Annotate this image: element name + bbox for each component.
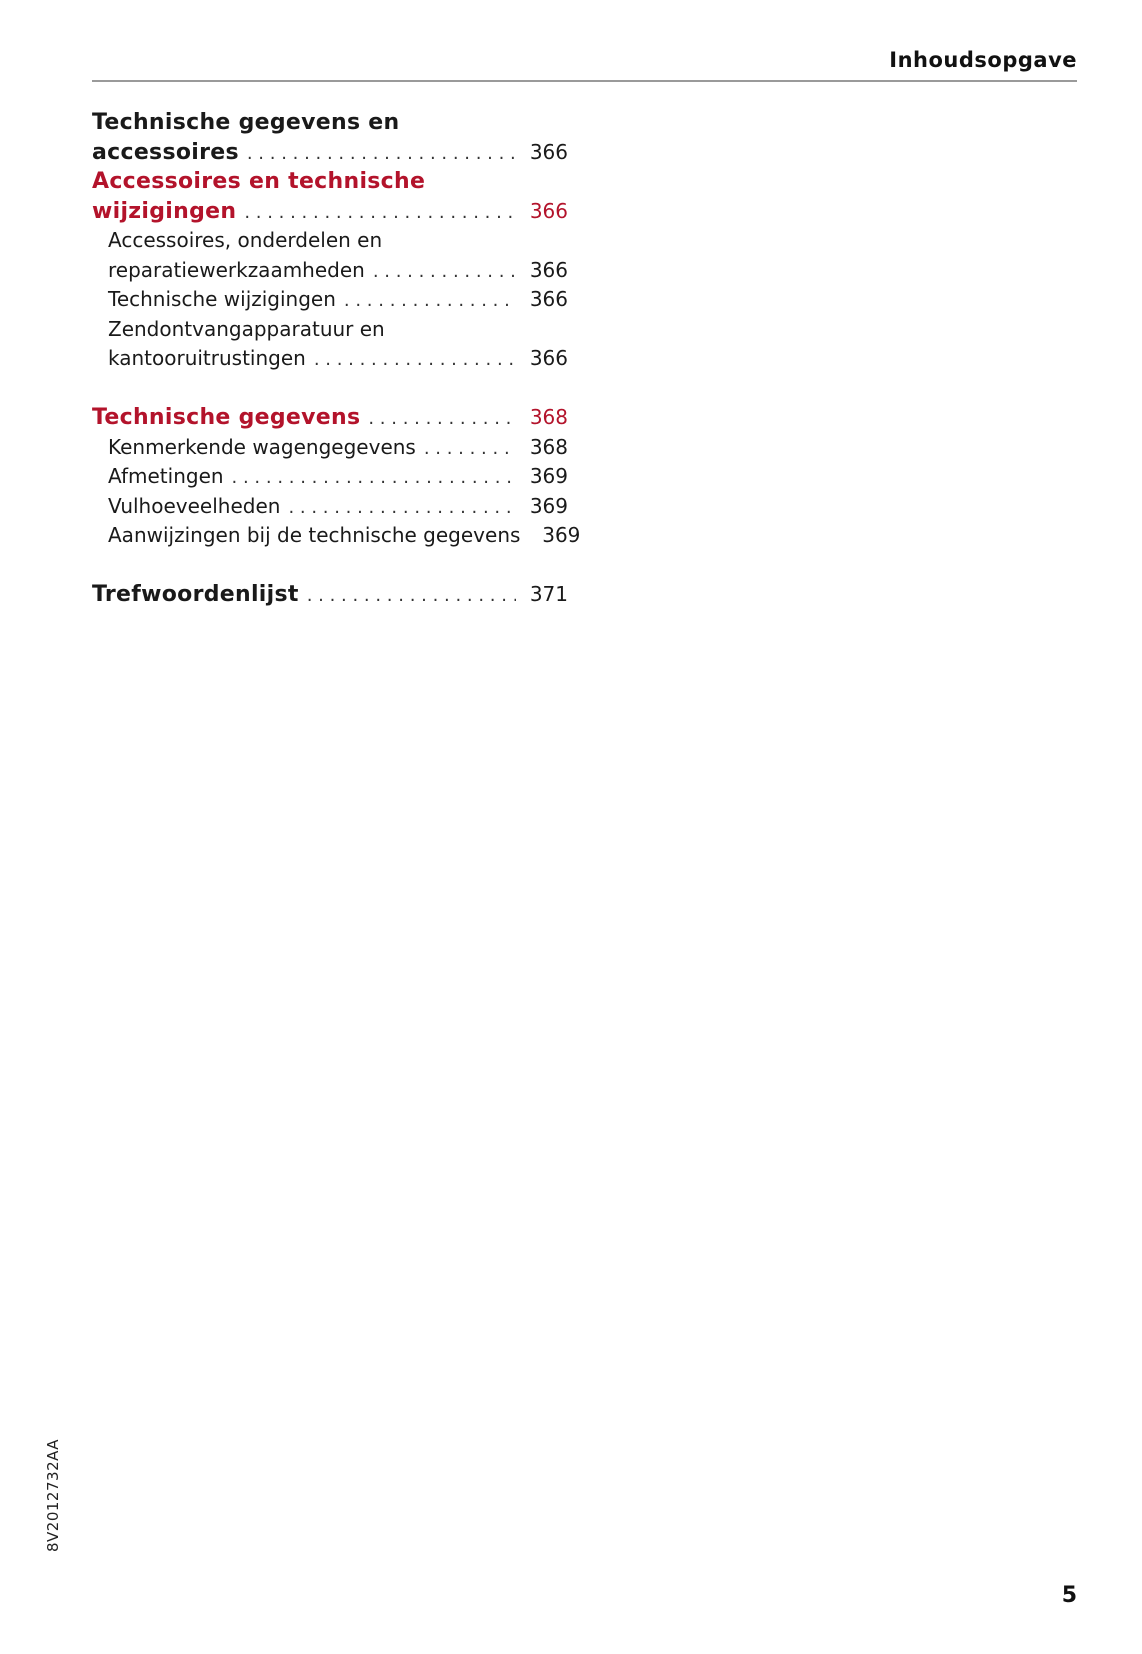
toc-subentry[interactable] [92,521,581,551]
toc-entry-trefwoordenlijst[interactable] [92,580,568,610]
toc-subentry[interactable] [92,226,568,256]
toc-entry-technische-gegevens[interactable] [92,403,568,433]
document-code: 8V2012732AA [44,1438,62,1552]
header-divider [92,80,1077,82]
toc-page-number: 369 [529,493,568,518]
toc-page-number: 366 [529,257,568,282]
toc-page-number: 366 [529,198,568,223]
toc-heading-line: Technische gegevens en [92,110,400,135]
toc-entry-wijzigingen[interactable] [92,197,568,227]
toc-entry-accessoires[interactable] [92,138,568,168]
toc-page-number: 366 [529,346,568,370]
toc-heading-line: wijzigingen [92,198,237,224]
dot-leader [373,257,516,287]
page-header-title: Inhoudsopgave [889,48,1077,72]
toc-subentry-label: Kenmerkende wagengegevens [108,434,416,459]
toc-subentry-label: Afmetingen [108,464,224,488]
page-number: 5 [1061,1583,1077,1608]
dot-leader [344,286,516,316]
dot-leader [314,345,516,375]
toc-subentry[interactable] [92,256,568,286]
toc-subentry[interactable] [92,315,568,345]
toc-subentry[interactable] [92,285,568,315]
dot-leader [307,581,516,611]
toc-heading-line: accessoires [92,139,239,165]
dot-leader [244,198,516,228]
toc-subentry-label: Technische wijzigingen [108,287,336,311]
toc-subentry-label: kantooruitrustingen [108,346,306,370]
toc-heading-line: Accessoires en technische [92,169,426,194]
toc-subentry-label: Vulhoeveelheden [108,493,281,518]
toc-page-number: 371 [529,582,568,606]
toc-subentry[interactable] [92,433,568,463]
toc-page-number: 369 [542,523,581,547]
dot-leader [424,434,516,464]
dot-leader [247,139,516,169]
toc-subentry-label: reparatiewerkzaamheden [108,257,365,282]
toc-page-number: 366 [529,287,568,311]
section-spacer [92,374,568,404]
toc-subentry[interactable] [92,462,568,492]
toc-entry-technische-gegevens-en-accessoires[interactable] [92,108,568,138]
dot-leader [288,493,516,523]
dot-leader [368,404,516,434]
toc-subentry[interactable] [92,492,568,522]
toc-subentry[interactable] [92,344,568,374]
toc-subentry-label: Aanwijzingen bij de technische gegevens [108,523,521,547]
toc-page-number: 368 [529,405,568,429]
section-spacer [92,551,568,581]
toc-subentry-label: Accessoires, onderdelen en [108,228,383,252]
toc-subentry-label: Zendontvangapparatuur en [108,316,385,341]
toc-page-number: 369 [529,464,568,488]
toc-heading-line: Technische gegevens [92,405,361,430]
toc-entry-accessoires-en-technische-wijzigingen[interactable] [92,167,568,197]
dot-leader [232,463,516,493]
toc-page-number: 368 [529,434,568,459]
toc-heading-line: Trefwoordenlijst [92,582,299,607]
toc-page-number: 366 [529,139,568,164]
table-of-contents [92,108,581,610]
